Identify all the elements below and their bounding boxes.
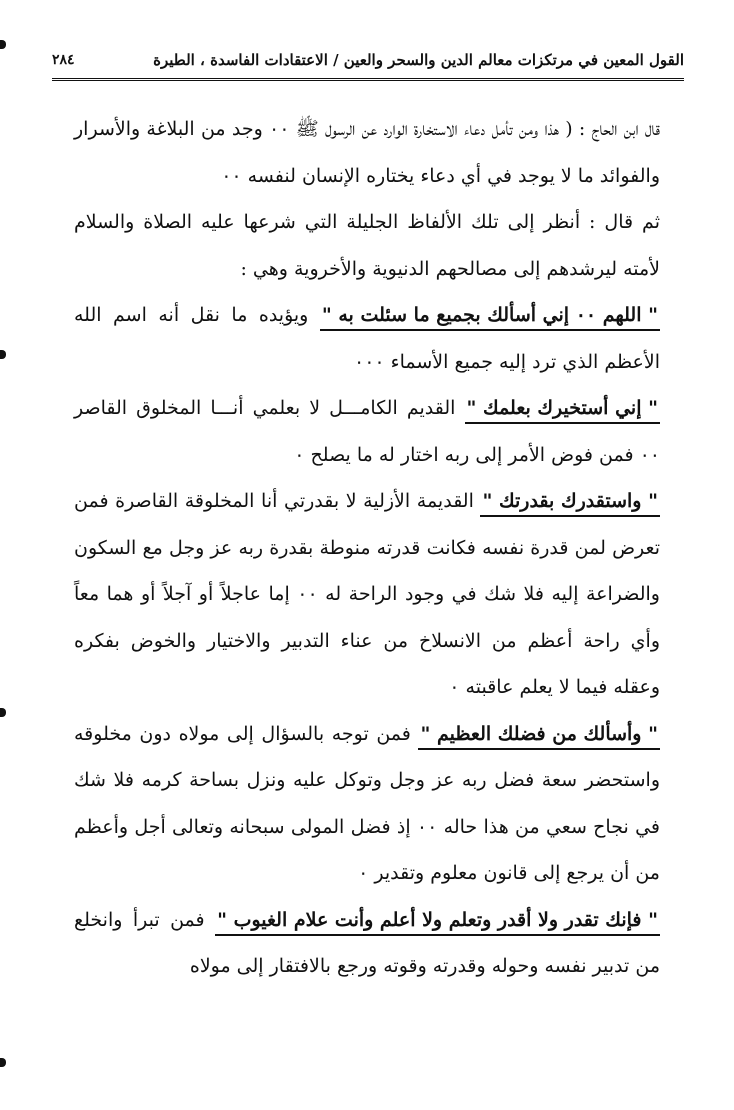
paragraph-1 bbox=[74, 106, 660, 199]
header-title: القول المعين في مرتكزات معالم الدين والسحر والعين / الاعتقادات الفاسدة ، الطيرة bbox=[153, 51, 684, 69]
dua-phrase: " واستقدرك بقدرتك " bbox=[480, 487, 660, 517]
margin-mark bbox=[0, 708, 6, 717]
paragraph-text: القديم الكامـــل لا بعلمي أنـــا المخلوق القاصر ٠٠ فمن فوض الأمر إلى ربه اختار له ما يصلح ٠ bbox=[74, 397, 660, 466]
paragraph-6 bbox=[74, 711, 660, 897]
page-number: ٢٨٤ bbox=[52, 52, 75, 68]
dua-phrase: " فإنك تقدر ولا أقدر وتعلم ولا أعلم وأنت علام الغيوب " bbox=[215, 906, 660, 936]
running-header bbox=[52, 42, 684, 81]
paragraph-text: فمن تبرأ وانخلع من تدبير نفسه وحوله وقدرته وقوته ورجع بالافتقار إلى مولاه bbox=[74, 908, 660, 977]
margin-mark bbox=[0, 1058, 6, 1067]
paragraph-3 bbox=[74, 292, 660, 385]
paragraph-text: فمن توجه بالسؤال إلى مولاه دون مخلوقه واستحضر سعة فضل ربه عز وجل وتوكل عليه ونزل بساحة كرمه فلا شك في نجاح سعي من هذا حاله ٠٠ إذ فضل المولى سبحانه وتعالى أجل وأعظم من أن يرجع إلى قانون معلوم وتقدير ٠ bbox=[74, 722, 660, 884]
paragraph-text: ثم قال : أنظر إلى تلك الألفاظ الجليلة التي شرعها عليه الصلاة والسلام لأمته ليرشدهم إلى مصالحهم الدنيوية والأخروية وهي : bbox=[74, 211, 660, 280]
paragraph-text: ويؤيده ما نقل أنه اسم الله الأعظم الذي ترد إليه جميع الأسماء ٠٠٠ bbox=[74, 304, 660, 373]
dua-phrase: " إني أستخيرك بعلمك " bbox=[465, 394, 660, 424]
paragraph-4 bbox=[74, 385, 660, 478]
dua-phrase: " وأسألك من فضلك العظيم " bbox=[418, 720, 660, 750]
margin-mark bbox=[0, 40, 6, 49]
paragraph-2 bbox=[74, 199, 660, 292]
dua-phrase: " اللهم ٠٠ إني أسألك بجميع ما سئلت به " bbox=[320, 301, 660, 331]
margin-mark bbox=[0, 350, 6, 359]
body-text bbox=[74, 106, 660, 990]
paragraph-5 bbox=[74, 478, 660, 711]
paragraph-text: قال ابن الحاج : ( هذا ومن تأمل دعاء الاستخارة الوارد عن الرسول ﷺ ٠٠ وجد من البلاغة والأسرار والفوائد ما لا يوجد في أي دعاء يختاره الإنسان لنفسه ٠٠ bbox=[74, 118, 660, 187]
paragraph-text: القديمة الأزلية لا بقدرتي أنا المخلوقة القاصرة فمن تعرض لمن قدرة نفسه فكانت قدرته منوطة بقدرة ربه عز وجل مع السكون والضراعة إليه فلا شك في وجود الراحة له ٠٠ إما عاجلاً أو آجلاً أو هما معاً وأي راحة أعظم من الانسلاخ من عناء التدبير والاختيار والخوض بفكره وعقله فيما لا يعلم عاقبته ٠ bbox=[74, 490, 660, 698]
paragraph-7 bbox=[74, 897, 660, 990]
